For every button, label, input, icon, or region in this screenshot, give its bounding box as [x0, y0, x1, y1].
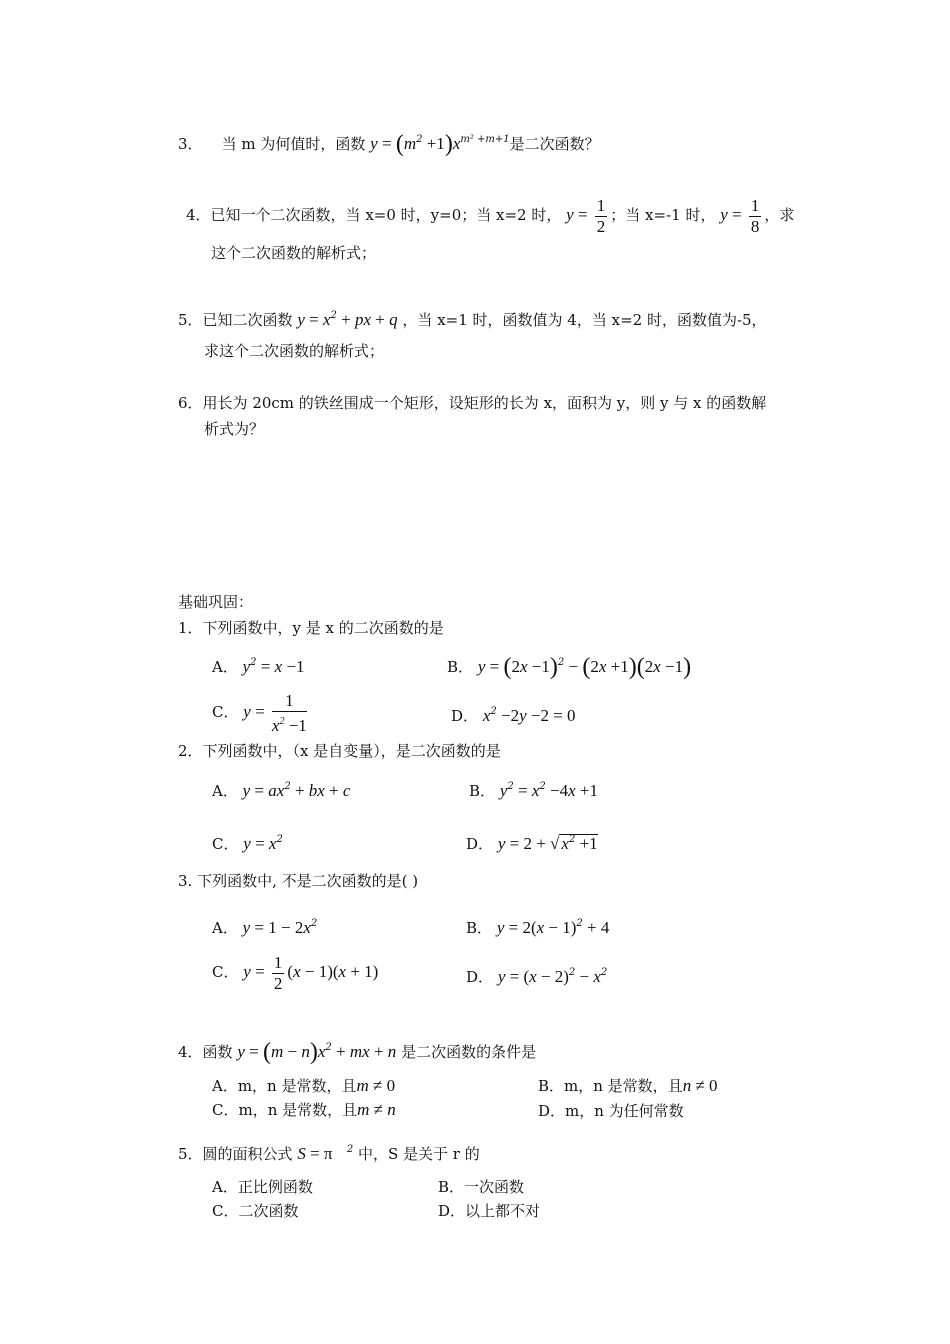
question-4: 4．函数 $y = (m - n)x^2$ + mx + n 是二次函数的条件是 — [178, 1039, 537, 1065]
option-a: A．m，n 是常数，且m ≠ 0 — [212, 1076, 396, 1095]
question-stem: 1．下列函数中，y 是 x 的二次函数的是 — [178, 619, 444, 637]
option-b: B． $y^2 = x^2 -4x +1$ — [469, 781, 598, 800]
option-c: C． y = $\frac{1}{x^2 -1}$ — [212, 690, 307, 735]
problem-text: 已知一个二次函数，当 x=0 时，y=0；当 x=2 时， — [210, 206, 562, 224]
option-b: B． $y = (2x -1)^2 - (2x +1)(2x -1)$ — [447, 654, 692, 680]
problem-number: 4． — [186, 206, 211, 224]
problem-text: 是二次函数？ — [509, 135, 600, 153]
option-c: C．二次函数 — [212, 1202, 299, 1220]
option-d: D．m，n 为任何常数 — [538, 1102, 684, 1120]
problem-4: 4．已知一个二次函数，当 x=0 时，y=0；当 x=2 时， y = $\frac{1}{2}$ ；当 x=-1 时， y = $\frac{1}{8}$ ，求 — [186, 195, 795, 236]
option-a: A．正比例函数 — [212, 1178, 313, 1196]
option-c: C． $y = x^2$ — [212, 834, 283, 853]
problem-text: 这个二次函数的解析式； — [211, 244, 377, 262]
problem-text: ，求 — [764, 206, 795, 224]
question-stem: 4．函数 — [178, 1043, 233, 1061]
question-5: 5．圆的面积公式 S = π $^2$ 中，S 是关于 r 的 — [178, 1144, 480, 1163]
question-stem: 2．下列函数中，（x 是自变量），是二次函数的是 — [178, 742, 501, 760]
problem-6 — [178, 392, 766, 414]
problem-text: ；当 x=-1 时， — [610, 206, 716, 224]
problem-number: 3． — [178, 135, 203, 153]
question-stem: 3. 下列函数中, 不是二次函数的是( ) — [178, 872, 419, 890]
option-b: B．一次函数 — [438, 1178, 525, 1196]
question-stem: 是二次函数的条件是 — [401, 1043, 537, 1061]
problem-number: 6． — [178, 394, 203, 412]
problem-text: ，当 x=1 时，函数值为 4，当 x=2 时，函数值为-5， — [402, 311, 767, 329]
formula: y — [370, 134, 378, 153]
section-title: 基础巩固： — [178, 593, 254, 611]
option-b: B． $y = 2(x - 1)^2 + 4$ — [466, 918, 610, 937]
problem-text: 当 m 为何值时，函数 — [221, 135, 366, 153]
option-a: A． $y = ax^2$ + bx + c — [212, 781, 351, 800]
option-d: D． y = 2 + √ $x^2 +1$ — [466, 834, 598, 853]
problem-text: 用长为 20cm 的铁丝围成一个矩形，设矩形的长为 x，面积为 y，则 y 与 x 的函数解 — [202, 394, 767, 412]
question-stem: 5．圆的面积公式 — [178, 1145, 293, 1163]
problem-text: 已知二次函数 — [202, 311, 293, 329]
problem-3: 3． 当 m 为何值时，函数 $y = (m^2 +1)x^{m^2 +m+1}$是二次函数？ — [178, 131, 600, 157]
question-stem: 中，S 是关于 r 的 — [357, 1145, 480, 1163]
problem-text: 求这个二次函数的解析式； — [204, 342, 385, 360]
problem-number: 5． — [178, 311, 203, 329]
option-a: A． $y^2 = x -1$ — [212, 657, 305, 676]
option-d: D． $y = (x - 2)^2 - x^2$ — [466, 967, 608, 986]
option-b: B．m，n 是常数，且n ≠ 0 — [538, 1076, 718, 1095]
option-d: D．以上都不对 — [438, 1202, 541, 1220]
problem-5: 5．已知二次函数 $y = x^2$ + px + q ，当 x=1 时，函数值为 4，当 x=2 时，函数值为-5， — [178, 310, 767, 329]
option-d: D． $x^2 -2y -2 = 0$ — [451, 706, 576, 725]
option-c: C． y = $\frac{1}{2}$ (x − 1)(x + 1) — [212, 952, 379, 993]
option-c: C．m，n 是常数，且m ≠ n — [212, 1100, 396, 1119]
problem-text: 析式为？ — [204, 420, 265, 438]
option-a: A． $y = 1 - 2x^2$ — [212, 918, 318, 937]
